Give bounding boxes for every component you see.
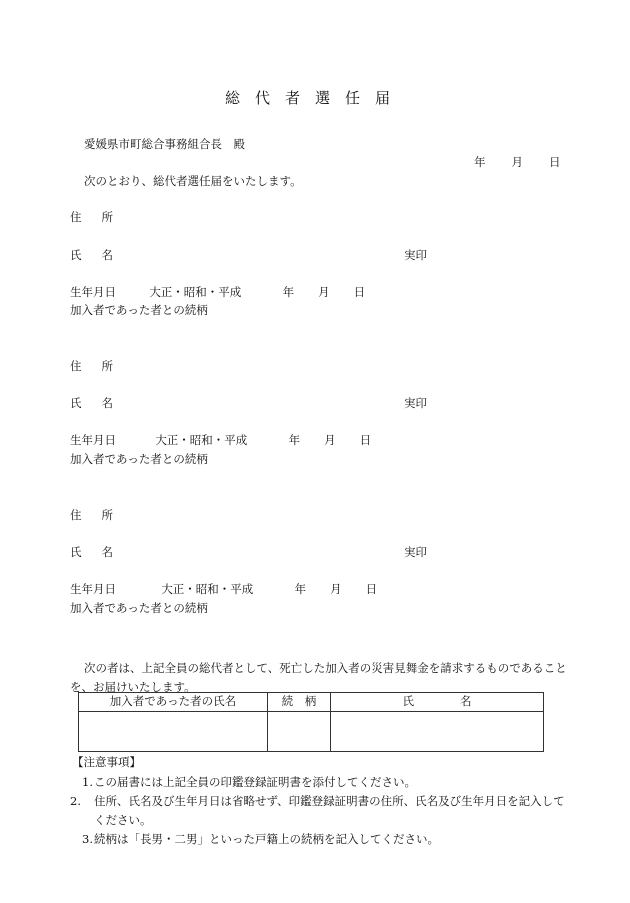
name-label: 氏 名 — [70, 248, 113, 262]
address-label: 住 所 — [70, 359, 113, 373]
column-header-member-name: 加入者であった者の氏名 — [79, 693, 268, 712]
address-label: 住 所 — [70, 508, 113, 522]
birthdate-label: 生年月日 — [70, 582, 116, 596]
statement-text: 次の者は、上記全員の総代者として、死亡した加入者の災害見舞金を請求するものであることを、お届けいたします。 — [70, 661, 567, 694]
era-options: 大正・昭和・平成 — [161, 582, 254, 596]
era-options: 大正・昭和・平成 — [155, 433, 248, 447]
date-month-label: 月 — [511, 155, 523, 169]
relation-label: 加入者であった者との続柄 — [70, 601, 208, 615]
relation-label: 加入者であった者との続柄 — [70, 303, 208, 317]
intro-text: 次のとおり、総代者選任届をいたします。 — [84, 174, 302, 188]
name-cell[interactable] — [331, 712, 544, 752]
column-header-name: 氏 名 — [331, 693, 544, 712]
birthdate-row: 生年月日 大正・昭和・平成 年 月 日 — [70, 285, 366, 299]
addressee: 愛媛県市町総合事務組合長 殿 — [84, 137, 245, 151]
member-name-cell[interactable] — [79, 712, 268, 752]
table-row — [79, 712, 544, 752]
submission-date — [474, 157, 561, 169]
address-label: 住 所 — [70, 210, 113, 224]
form-title: 総代者選任届 — [224, 89, 405, 107]
table-header-row — [79, 693, 544, 712]
relation-cell[interactable] — [268, 712, 331, 752]
date-year-label: 年 — [474, 155, 486, 169]
note-item: 1.この届書には上記全員の印鑑登録証明書を添付してください。 — [82, 775, 416, 789]
note-item: 3.続柄は「長男・二男」といった戸籍上の続柄を記入してください。 — [82, 832, 439, 846]
seal-label: 実印 — [404, 396, 427, 410]
notes-heading: 【注意事項】 — [72, 755, 141, 769]
name-label: 氏 名 — [70, 545, 113, 559]
era-options: 大正・昭和・平成 — [149, 285, 242, 299]
representative-table — [78, 692, 544, 752]
relation-label: 加入者であった者との続柄 — [70, 452, 208, 466]
column-header-relation: 続 柄 — [268, 693, 331, 712]
birthdate-row: 生年月日 大正・昭和・平成 年 月 日 — [70, 582, 378, 596]
birthdate-label: 生年月日 — [70, 285, 116, 299]
date-day-label: 日 — [549, 155, 561, 169]
birthdate-row: 生年月日 大正・昭和・平成 年 月 日 — [70, 433, 372, 447]
note-item: 2. 住所、氏名及び生年月日は省略せず、印鑑登録証明書の住所、氏名及び生年月日を記入してください。 — [70, 794, 565, 827]
name-label: 氏 名 — [70, 396, 113, 410]
seal-label: 実印 — [404, 248, 427, 262]
birthdate-label: 生年月日 — [70, 433, 116, 447]
seal-label: 実印 — [404, 545, 427, 559]
